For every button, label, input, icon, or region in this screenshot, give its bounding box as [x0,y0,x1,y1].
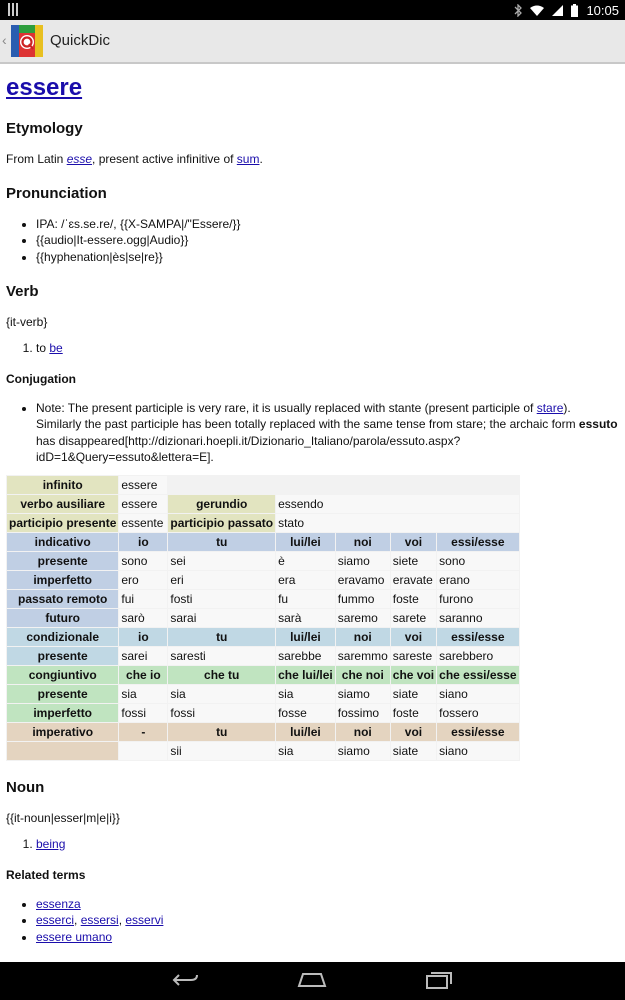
pronunciation-list [6,216,619,265]
list-item [36,896,619,912]
table-header: che voi [392,667,435,682]
table-cell: fossi [168,704,275,722]
table-cell: sono [437,552,518,570]
table-cell: sia [119,685,167,703]
table-header: voi [391,533,436,551]
list-item: • IPA: /ˈɛs.se.re/, {{X-SAMPA|/"Essere/}} [36,216,619,232]
verb-template: {it-verb} [6,314,48,329]
noun-heading: Noun [6,778,45,796]
conjugation-notes [6,400,619,465]
table-header: condizionale [7,628,118,646]
table-cell: sarai [168,609,275,627]
quickdic-app-icon[interactable] [10,24,44,58]
table-cell: essente [119,514,167,532]
table-header: participio passato [170,515,274,530]
table-header: io [119,533,167,551]
table-row [7,552,519,570]
table-cell [119,742,167,760]
etymology-text: From Latin esse, present active infinitive of sum. [6,152,263,166]
etymology-link-sum[interactable]: sum [236,152,260,166]
table-header: che tu [168,666,275,684]
table-cell: siano [437,685,518,703]
table-header: che essi/esse [439,667,517,682]
table-row [7,647,519,665]
list-item: • {{audio|It-essere.ogg|Audio}} [36,232,619,248]
link-stare[interactable]: stare [536,401,564,416]
table-header: futuro [7,609,118,627]
table-cell: sia [168,685,275,703]
table-row [7,590,519,608]
table-cell: eravamo [336,571,390,589]
table-cell: erano [437,571,518,589]
table-cell: siano [437,742,518,760]
table-cell: sareste [391,647,436,665]
table-cell: eravate [391,571,436,589]
table-header: noi [336,628,390,646]
conjugation-table [6,475,520,761]
table-header: lui/lei [276,628,335,646]
table-header [7,742,118,760]
table-cell: siate [391,685,436,703]
table-cell: sarete [391,609,436,627]
table-cell: saremmo [337,648,388,663]
table-cell: essere [119,476,167,494]
table-cell: sarebbero [437,647,518,665]
table-row [7,723,519,741]
back-nav-icon[interactable] [170,970,200,990]
table-cell: sarà [276,609,335,627]
table-cell: furono [437,590,518,608]
table-row [7,666,519,684]
table-cell: ero [119,571,167,589]
table-header: tu [168,628,275,646]
conjugation-heading: Conjugation [6,372,76,387]
table-cell: saresti [168,647,275,665]
table-header: participio presente [9,515,117,530]
table-cell: siate [391,742,436,760]
table-header: presente [7,685,118,703]
table-cell: foste [391,590,436,608]
table-cell: fossi [119,704,167,722]
table-cell: sei [168,552,275,570]
verb-definitions [6,340,619,356]
headword [6,74,619,102]
table-header: essi/esse [437,628,518,646]
table-cell: essendo [276,495,518,513]
notification-icon [8,3,18,16]
table-cell: fosti [168,590,275,608]
action-bar [0,20,625,64]
related-terms-heading: Related terms [6,868,86,883]
list-item: • esserci, essersi, esservi [36,912,619,928]
table-header: gerundio [168,495,275,513]
link-be[interactable]: be [49,340,63,355]
list-item: 1. to be [36,340,619,356]
related-terms-list [6,896,619,945]
table-cell: sia [276,742,335,760]
table-cell: siamo [336,552,390,570]
table-header: che lui/lei [278,667,333,682]
headword-link[interactable]: essere [6,74,83,101]
table-header: io [119,628,167,646]
table-cell: fossimo [336,704,390,722]
list-item: • {{hyphenation|ès|se|re}} [36,249,619,265]
table-cell: fosse [276,704,335,722]
table-header: lui/lei [276,533,335,551]
table-cell: fui [119,590,167,608]
etymology-link-esse[interactable]: esse [66,152,93,166]
table-cell: è [276,552,335,570]
list-item: • Note: The present participle is very rare, it is usually replaced with stante (present participle of stare). Similarly the past participle has been totally replaced with the same tense from stare; the archaic form essuto has disappeared[http://dizionari.hoepli.it/Dizionario_Italiano/parola/essuto.aspx?idD=1&Query=essuto&lettera=E]. [36,400,619,465]
table-header: tu [168,533,275,551]
list-item [36,836,619,852]
table-cell: fu [276,590,335,608]
table-header: passato remoto [7,590,118,608]
table-row [7,533,519,551]
table-header: essi/esse [437,723,518,741]
table-cell: essere [119,495,167,513]
table-cell: siete [391,552,436,570]
table-cell: siamo [336,742,390,760]
clock: 10:05 [586,2,619,18]
table-header: congiuntivo [7,666,118,684]
table-row [7,704,519,722]
table-header: che noi [336,666,390,684]
table-header: noi [336,723,390,741]
wifi-icon [530,5,544,16]
table-cell: era [276,571,335,589]
table-row [7,609,519,627]
table-cell: siamo [336,685,390,703]
table-header: imperfetto [7,571,118,589]
etymology-heading: Etymology [6,120,83,137]
table-header: essi/esse [437,533,518,551]
table-cell: sarebbe [276,647,335,665]
table-header: presente [7,552,118,570]
link-essere-umano[interactable]: essere umano [36,929,113,944]
table-header: che io [119,666,167,684]
table-cell: fossero [437,704,518,722]
table-row [7,742,519,760]
table-row [7,514,519,532]
table-header: presente [7,647,118,665]
back-chevron-icon[interactable]: ‹ [2,32,7,48]
table-cell: sono [119,552,167,570]
link-esservi[interactable]: esservi [125,913,164,928]
table-row [7,685,519,703]
table-header: voi [391,628,436,646]
table-header: imperfetto [7,704,118,722]
table-row [7,476,519,494]
link-essenza[interactable]: essenza [36,897,81,912]
app-title: QuickDic [50,32,111,49]
table-cell: sarei [119,647,167,665]
table-header: indicativo [7,533,118,551]
table-cell: sii [168,742,275,760]
navigation-bar [0,962,625,1000]
battery-icon [571,4,578,17]
table-header: noi [336,533,390,551]
pronunciation-heading: Pronunciation [6,185,107,203]
verb-heading: Verb [6,282,39,300]
table-cell: foste [391,704,436,722]
home-nav-icon[interactable] [297,970,327,990]
table-cell: saremo [336,609,390,627]
noun-definitions [6,836,619,852]
bluetooth-icon [514,4,522,17]
table-cell: sarò [119,609,167,627]
status-bar [0,0,625,20]
table-cell: stato [276,514,518,532]
table-cell: sia [276,685,335,703]
table-cell: fummo [336,590,390,608]
table-row [7,495,519,513]
table-header: infinito [7,476,118,494]
link-essersi[interactable]: essersi [80,913,119,928]
table-row [7,628,519,646]
entry-content [0,64,625,962]
cell-signal-icon [552,5,563,16]
table-header: voi [391,723,436,741]
recent-apps-nav-icon[interactable] [424,970,454,990]
link-being[interactable]: being [36,837,66,852]
table-cell: saranno [437,609,518,627]
list-item [36,929,619,945]
table-cell: eri [168,571,275,589]
table-header: - [119,723,167,741]
table-row [7,571,519,589]
table-header: tu [168,723,275,741]
table-header: lui/lei [276,723,335,741]
table-header: verbo ausiliare [7,495,118,513]
link-esserci[interactable]: esserci [36,913,75,928]
noun-template: {{it-noun|esser|m|e|i}} [6,810,120,825]
table-header: imperativo [7,723,118,741]
